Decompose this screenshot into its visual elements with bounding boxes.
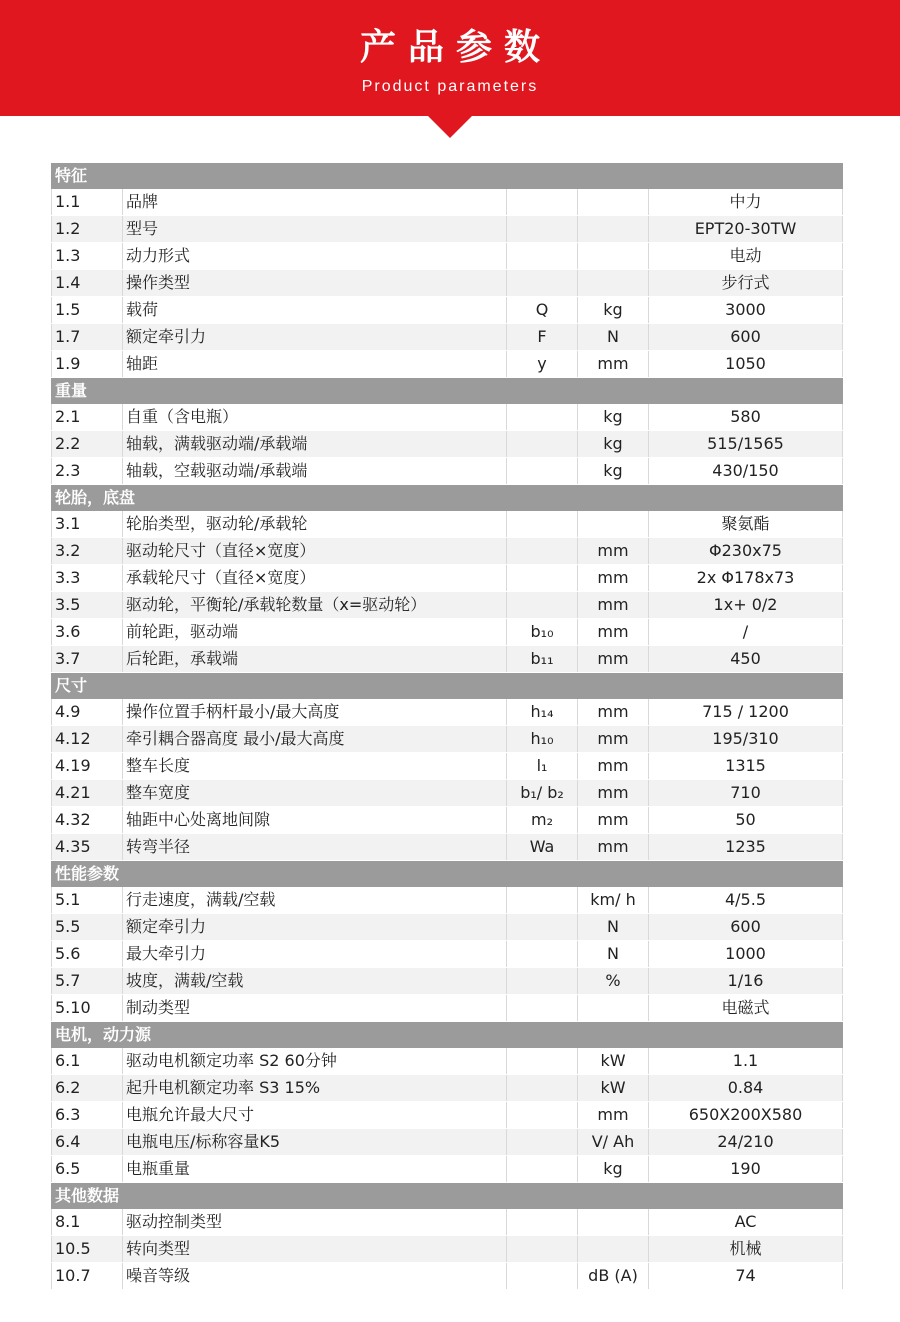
table-row bbox=[52, 297, 843, 324]
row-value: 0.84 bbox=[649, 1075, 843, 1102]
row-name: 整车宽度 bbox=[123, 780, 507, 807]
row-symbol bbox=[507, 511, 578, 538]
row-number: 5.10 bbox=[52, 995, 123, 1022]
row-unit: dB (A) bbox=[578, 1263, 649, 1290]
row-symbol bbox=[507, 243, 578, 270]
table-row bbox=[52, 1263, 843, 1290]
table-row bbox=[52, 1129, 843, 1156]
section-title: 轮胎，底盘 bbox=[52, 485, 843, 512]
row-unit bbox=[578, 189, 649, 216]
row-symbol bbox=[507, 1048, 578, 1075]
table-row bbox=[52, 914, 843, 941]
row-number: 10.5 bbox=[52, 1236, 123, 1263]
row-number: 4.19 bbox=[52, 753, 123, 780]
row-unit: kg bbox=[578, 1156, 649, 1183]
row-value: 710 bbox=[649, 780, 843, 807]
row-symbol: Q bbox=[507, 297, 578, 324]
row-name: 噪音等级 bbox=[123, 1263, 507, 1290]
row-value: 聚氨酯 bbox=[649, 511, 843, 538]
row-value: 1/16 bbox=[649, 968, 843, 995]
row-value: 650X200X580 bbox=[649, 1102, 843, 1129]
row-value: 电磁式 bbox=[649, 995, 843, 1022]
row-unit: N bbox=[578, 914, 649, 941]
row-value: AC bbox=[649, 1209, 843, 1236]
row-unit: mm bbox=[578, 619, 649, 646]
row-value: 机械 bbox=[649, 1236, 843, 1263]
row-value: 1x+ 0/2 bbox=[649, 592, 843, 619]
row-name: 电瓶允许最大尺寸 bbox=[123, 1102, 507, 1129]
row-unit: kg bbox=[578, 404, 649, 431]
row-name: 转向类型 bbox=[123, 1236, 507, 1263]
row-name: 轴载，空载驱动端/承载端 bbox=[123, 458, 507, 485]
row-name: 轮胎类型，驱动轮/承载轮 bbox=[123, 511, 507, 538]
header-banner bbox=[0, 0, 900, 116]
table-row bbox=[52, 1048, 843, 1075]
row-symbol bbox=[507, 1263, 578, 1290]
table-row bbox=[52, 404, 843, 431]
section-title: 特征 bbox=[52, 163, 843, 189]
table-row bbox=[52, 243, 843, 270]
row-number: 2.3 bbox=[52, 458, 123, 485]
row-symbol bbox=[507, 1075, 578, 1102]
section-header bbox=[52, 485, 843, 512]
table-row bbox=[52, 699, 843, 726]
table-row bbox=[52, 1075, 843, 1102]
row-symbol bbox=[507, 216, 578, 243]
row-symbol bbox=[507, 189, 578, 216]
banner-pointer bbox=[428, 116, 472, 138]
row-name: 整车长度 bbox=[123, 753, 507, 780]
row-symbol bbox=[507, 1209, 578, 1236]
row-name: 转弯半径 bbox=[123, 834, 507, 861]
row-value: 4/5.5 bbox=[649, 887, 843, 914]
table-row bbox=[52, 995, 843, 1022]
table-row bbox=[52, 270, 843, 297]
row-unit: kg bbox=[578, 431, 649, 458]
row-number: 4.35 bbox=[52, 834, 123, 861]
row-value: 1235 bbox=[649, 834, 843, 861]
row-number: 3.3 bbox=[52, 565, 123, 592]
row-value: 2x Φ178x73 bbox=[649, 565, 843, 592]
row-value: 1050 bbox=[649, 351, 843, 378]
row-unit: kW bbox=[578, 1075, 649, 1102]
row-name: 品牌 bbox=[123, 189, 507, 216]
row-symbol bbox=[507, 270, 578, 297]
row-number: 1.2 bbox=[52, 216, 123, 243]
row-number: 5.5 bbox=[52, 914, 123, 941]
row-name: 制动类型 bbox=[123, 995, 507, 1022]
row-unit bbox=[578, 243, 649, 270]
row-unit: mm bbox=[578, 780, 649, 807]
spec-table-body bbox=[52, 163, 843, 1290]
row-unit: N bbox=[578, 941, 649, 968]
table-row bbox=[52, 941, 843, 968]
row-number: 1.4 bbox=[52, 270, 123, 297]
page-subtitle: Product parameters bbox=[361, 78, 539, 95]
row-value: 1315 bbox=[649, 753, 843, 780]
table-row bbox=[52, 1156, 843, 1183]
table-row bbox=[52, 1236, 843, 1263]
table-row bbox=[52, 753, 843, 780]
row-symbol: b₁₁ bbox=[507, 646, 578, 673]
row-value: 580 bbox=[649, 404, 843, 431]
row-unit: N bbox=[578, 324, 649, 351]
row-symbol: l₁ bbox=[507, 753, 578, 780]
row-unit: % bbox=[578, 968, 649, 995]
row-name: 额定牵引力 bbox=[123, 324, 507, 351]
table-row bbox=[52, 887, 843, 914]
row-value: 515/1565 bbox=[649, 431, 843, 458]
row-symbol bbox=[507, 404, 578, 431]
row-number: 1.7 bbox=[52, 324, 123, 351]
row-symbol bbox=[507, 565, 578, 592]
table-row bbox=[52, 431, 843, 458]
table-row bbox=[52, 592, 843, 619]
table-row bbox=[52, 619, 843, 646]
row-number: 3.1 bbox=[52, 511, 123, 538]
row-number: 6.1 bbox=[52, 1048, 123, 1075]
row-number: 6.2 bbox=[52, 1075, 123, 1102]
row-number: 4.12 bbox=[52, 726, 123, 753]
row-unit bbox=[578, 1236, 649, 1263]
row-value: 中力 bbox=[649, 189, 843, 216]
row-symbol bbox=[507, 458, 578, 485]
row-value: 1.1 bbox=[649, 1048, 843, 1075]
row-number: 4.9 bbox=[52, 699, 123, 726]
row-name: 行走速度，满载/空载 bbox=[123, 887, 507, 914]
row-unit: mm bbox=[578, 834, 649, 861]
row-symbol bbox=[507, 1129, 578, 1156]
row-name: 驱动轮，平衡轮/承载轮数量（x=驱动轮） bbox=[123, 592, 507, 619]
section-title: 尺寸 bbox=[52, 673, 843, 700]
row-name: 轴距 bbox=[123, 351, 507, 378]
row-unit bbox=[578, 995, 649, 1022]
row-name: 轴载，满载驱动端/承载端 bbox=[123, 431, 507, 458]
row-name: 驱动控制类型 bbox=[123, 1209, 507, 1236]
row-value: 50 bbox=[649, 807, 843, 834]
row-symbol bbox=[507, 995, 578, 1022]
row-name: 电瓶重量 bbox=[123, 1156, 507, 1183]
table-row bbox=[52, 324, 843, 351]
row-value: Φ230x75 bbox=[649, 538, 843, 565]
section-header bbox=[52, 1022, 843, 1049]
row-number: 10.7 bbox=[52, 1263, 123, 1290]
row-number: 5.6 bbox=[52, 941, 123, 968]
row-unit bbox=[578, 1209, 649, 1236]
row-symbol bbox=[507, 431, 578, 458]
row-number: 5.7 bbox=[52, 968, 123, 995]
row-name: 牵引耦合器高度 最小/最大高度 bbox=[123, 726, 507, 753]
row-number: 8.1 bbox=[52, 1209, 123, 1236]
row-name: 自重（含电瓶） bbox=[123, 404, 507, 431]
section-title: 电机，动力源 bbox=[52, 1022, 843, 1049]
row-value: 3000 bbox=[649, 297, 843, 324]
section-title: 其他数据 bbox=[52, 1183, 843, 1210]
row-unit: km/ h bbox=[578, 887, 649, 914]
table-row bbox=[52, 351, 843, 378]
row-value: 步行式 bbox=[649, 270, 843, 297]
row-name: 前轮距，驱动端 bbox=[123, 619, 507, 646]
row-symbol bbox=[507, 941, 578, 968]
row-unit: mm bbox=[578, 726, 649, 753]
row-unit: mm bbox=[578, 565, 649, 592]
row-symbol bbox=[507, 914, 578, 941]
section-header bbox=[52, 378, 843, 405]
row-unit: kg bbox=[578, 297, 649, 324]
row-symbol: b₁₀ bbox=[507, 619, 578, 646]
row-symbol bbox=[507, 538, 578, 565]
row-value: / bbox=[649, 619, 843, 646]
row-name: 起升电机额定功率 S3 15% bbox=[123, 1075, 507, 1102]
row-symbol bbox=[507, 1102, 578, 1129]
row-number: 1.5 bbox=[52, 297, 123, 324]
row-name: 载荷 bbox=[123, 297, 507, 324]
table-row bbox=[52, 458, 843, 485]
row-number: 3.6 bbox=[52, 619, 123, 646]
row-symbol bbox=[507, 1236, 578, 1263]
row-unit bbox=[578, 270, 649, 297]
row-unit: mm bbox=[578, 753, 649, 780]
row-name: 额定牵引力 bbox=[123, 914, 507, 941]
row-number: 2.2 bbox=[52, 431, 123, 458]
section-header bbox=[52, 163, 843, 189]
row-name: 轴距中心处离地间隙 bbox=[123, 807, 507, 834]
row-value: 600 bbox=[649, 324, 843, 351]
row-unit: kg bbox=[578, 458, 649, 485]
row-number: 5.1 bbox=[52, 887, 123, 914]
row-name: 后轮距，承载端 bbox=[123, 646, 507, 673]
row-name: 动力形式 bbox=[123, 243, 507, 270]
table-row bbox=[52, 780, 843, 807]
table-row bbox=[52, 834, 843, 861]
row-unit: mm bbox=[578, 699, 649, 726]
row-symbol: Wa bbox=[507, 834, 578, 861]
row-name: 驱动电机额定功率 S2 60分钟 bbox=[123, 1048, 507, 1075]
spec-table bbox=[51, 163, 843, 1290]
row-value: 430/150 bbox=[649, 458, 843, 485]
row-unit: mm bbox=[578, 351, 649, 378]
row-value: 600 bbox=[649, 914, 843, 941]
row-name: 坡度，满载/空载 bbox=[123, 968, 507, 995]
row-number: 6.3 bbox=[52, 1102, 123, 1129]
row-name: 型号 bbox=[123, 216, 507, 243]
row-number: 3.7 bbox=[52, 646, 123, 673]
table-row bbox=[52, 216, 843, 243]
row-name: 操作位置手柄杆最小/最大高度 bbox=[123, 699, 507, 726]
row-symbol: h₁₀ bbox=[507, 726, 578, 753]
row-value: 190 bbox=[649, 1156, 843, 1183]
section-header bbox=[52, 861, 843, 888]
row-symbol bbox=[507, 887, 578, 914]
section-title: 重量 bbox=[52, 378, 843, 405]
row-number: 1.1 bbox=[52, 189, 123, 216]
table-row bbox=[52, 1209, 843, 1236]
section-title: 性能参数 bbox=[52, 861, 843, 888]
table-row bbox=[52, 189, 843, 216]
row-symbol: h₁₄ bbox=[507, 699, 578, 726]
row-number: 3.2 bbox=[52, 538, 123, 565]
row-number: 4.32 bbox=[52, 807, 123, 834]
row-number: 1.9 bbox=[52, 351, 123, 378]
row-symbol: m₂ bbox=[507, 807, 578, 834]
row-name: 电瓶电压/标称容量K5 bbox=[123, 1129, 507, 1156]
row-symbol bbox=[507, 592, 578, 619]
row-number: 4.21 bbox=[52, 780, 123, 807]
row-unit: mm bbox=[578, 1102, 649, 1129]
table-row bbox=[52, 565, 843, 592]
row-number: 6.4 bbox=[52, 1129, 123, 1156]
table-row bbox=[52, 538, 843, 565]
row-value: 715 / 1200 bbox=[649, 699, 843, 726]
row-symbol bbox=[507, 968, 578, 995]
row-number: 3.5 bbox=[52, 592, 123, 619]
row-value: 74 bbox=[649, 1263, 843, 1290]
table-row bbox=[52, 968, 843, 995]
section-header bbox=[52, 673, 843, 700]
row-number: 1.3 bbox=[52, 243, 123, 270]
row-value: 450 bbox=[649, 646, 843, 673]
row-symbol: F bbox=[507, 324, 578, 351]
row-value: 1000 bbox=[649, 941, 843, 968]
table-row bbox=[52, 807, 843, 834]
section-header bbox=[52, 1183, 843, 1210]
row-value: 电动 bbox=[649, 243, 843, 270]
row-unit bbox=[578, 216, 649, 243]
row-unit: mm bbox=[578, 538, 649, 565]
row-symbol: y bbox=[507, 351, 578, 378]
row-name: 操作类型 bbox=[123, 270, 507, 297]
row-unit: mm bbox=[578, 592, 649, 619]
row-unit: V/ Ah bbox=[578, 1129, 649, 1156]
row-value: 195/310 bbox=[649, 726, 843, 753]
row-unit: mm bbox=[578, 646, 649, 673]
row-symbol: b₁/ b₂ bbox=[507, 780, 578, 807]
table-row bbox=[52, 726, 843, 753]
row-value: EPT20-30TW bbox=[649, 216, 843, 243]
row-value: 24/210 bbox=[649, 1129, 843, 1156]
row-unit: mm bbox=[578, 807, 649, 834]
row-name: 承载轮尺寸（直径×宽度） bbox=[123, 565, 507, 592]
row-number: 6.5 bbox=[52, 1156, 123, 1183]
row-name: 驱动轮尺寸（直径×宽度） bbox=[123, 538, 507, 565]
row-name: 最大牵引力 bbox=[123, 941, 507, 968]
row-symbol bbox=[507, 1156, 578, 1183]
row-unit bbox=[578, 511, 649, 538]
table-row bbox=[52, 511, 843, 538]
table-row bbox=[52, 1102, 843, 1129]
row-number: 2.1 bbox=[52, 404, 123, 431]
row-unit: kW bbox=[578, 1048, 649, 1075]
table-row bbox=[52, 646, 843, 673]
page-title: 产品参数 bbox=[359, 27, 552, 68]
